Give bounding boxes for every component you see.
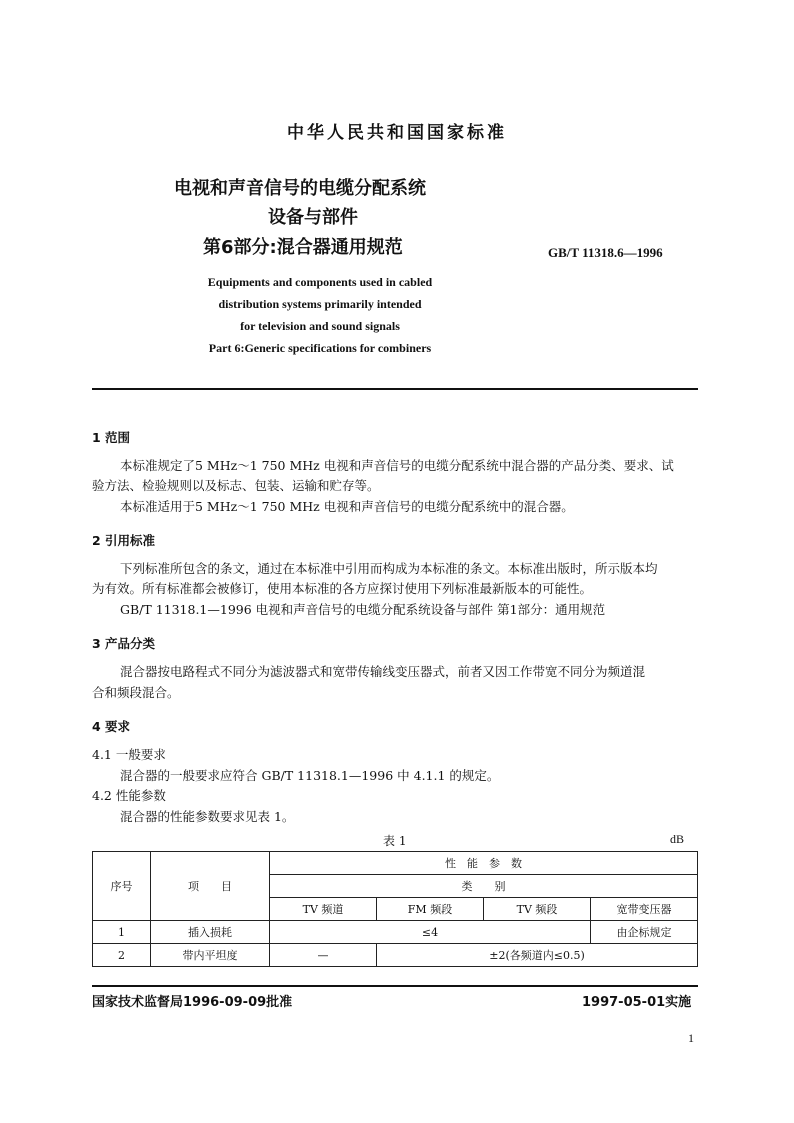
effective-date: 1997-05-01实施 bbox=[582, 995, 692, 1010]
section-2-para-1a: 下列标准所包含的条文，通过在本标准中引用而构成为本标准的条文。本标准出版时，所示版本均 bbox=[120, 561, 658, 576]
header-no: 序号 bbox=[93, 852, 151, 921]
header-tv-band: TV 频段 bbox=[484, 898, 591, 921]
section-4-1-title: 4.1 一般要求 bbox=[92, 747, 166, 762]
section-2-para-1b: 为有效。所有标准都会被修订，使用本标准的各方应探讨使用下列标准最新版本的可能性。 bbox=[92, 581, 593, 596]
row-1-no: 1 bbox=[93, 921, 151, 944]
section-4-2-title: 4.2 性能参数 bbox=[92, 788, 166, 803]
header-item: 项 目 bbox=[151, 852, 270, 921]
english-title-line-1: Equipments and components used in cabled bbox=[207, 275, 433, 289]
title-line-2: 设备与部件 bbox=[268, 207, 358, 228]
english-title-line-3: for television and sound signals bbox=[240, 319, 400, 333]
section-4-2-para: 混合器的性能参数要求见表 1。 bbox=[120, 809, 295, 824]
row-2-value: ±2(各频道内≤0.5) bbox=[377, 944, 698, 967]
section-3-title: 3 产品分类 bbox=[92, 636, 156, 651]
row-2-item: 带内平坦度 bbox=[151, 944, 270, 967]
section-2-title: 2 引用标准 bbox=[92, 533, 156, 548]
spec-table bbox=[92, 851, 698, 967]
row-1-value: ≤4 bbox=[270, 921, 591, 944]
row-1-wideband: 由企标规定 bbox=[591, 921, 698, 944]
section-4-title: 4 要求 bbox=[92, 719, 131, 734]
section-3-para-1b: 合和频段混合。 bbox=[92, 685, 180, 700]
national-standard-heading: 中华人民共和国国家标准 bbox=[287, 123, 507, 143]
row-2-no: 2 bbox=[93, 944, 151, 967]
standard-number: GB/T 11318.6—1996 bbox=[548, 245, 663, 260]
title-line-3: 第6部分:混合器通用规范 bbox=[203, 237, 403, 258]
approval-text: 国家技术监督局1996-09-09批准 bbox=[92, 995, 293, 1010]
row-2-tv-channel: — bbox=[270, 944, 377, 967]
page-number: 1 bbox=[688, 1031, 694, 1045]
header-tv-channel: TV 频道 bbox=[270, 898, 377, 921]
table-unit: dB bbox=[670, 832, 685, 846]
header-performance: 性 能 参 数 bbox=[270, 852, 698, 875]
footer-divider bbox=[92, 985, 698, 987]
section-4-1-para: 混合器的一般要求应符合 GB/T 11318.1—1996 中 4.1.1 的规定。 bbox=[120, 768, 500, 783]
header-category: 类 别 bbox=[270, 875, 698, 898]
header-wideband: 宽带变压器 bbox=[591, 898, 698, 921]
section-1-para-1a: 本标准规定了5 MHz～1 750 MHz 电视和声音信号的电缆分配系统中混合器的产品分类、要求、试 bbox=[120, 458, 674, 473]
section-2-reference: GB/T 11318.1—1996 电视和声音信号的电缆分配系统设备与部件 第1部分：通用规范 bbox=[120, 602, 606, 617]
table-caption: 表 1 bbox=[383, 834, 407, 848]
row-1-item: 插入损耗 bbox=[151, 921, 270, 944]
table-row bbox=[93, 921, 698, 944]
table-row bbox=[93, 944, 698, 967]
section-1-para-1b: 验方法、检验规则以及标志、包装、运输和贮存等。 bbox=[92, 478, 380, 493]
section-1-title: 1 范围 bbox=[92, 430, 131, 445]
section-3-para-1a: 混合器按电路程式不同分为滤波器式和宽带传输线变压器式，前者又因工作带宽不同分为频道混 bbox=[120, 664, 646, 679]
header-fm-band: FM 频段 bbox=[377, 898, 484, 921]
english-title-line-4: Part 6:Generic specifications for combiners bbox=[208, 341, 432, 355]
header-divider bbox=[92, 388, 698, 390]
section-1-para-2: 本标准适用于5 MHz～1 750 MHz 电视和声音信号的电缆分配系统中的混合器。 bbox=[120, 499, 574, 514]
title-line-1: 电视和声音信号的电缆分配系统 bbox=[174, 178, 426, 199]
english-title-line-2: distribution systems primarily intended bbox=[218, 297, 422, 311]
